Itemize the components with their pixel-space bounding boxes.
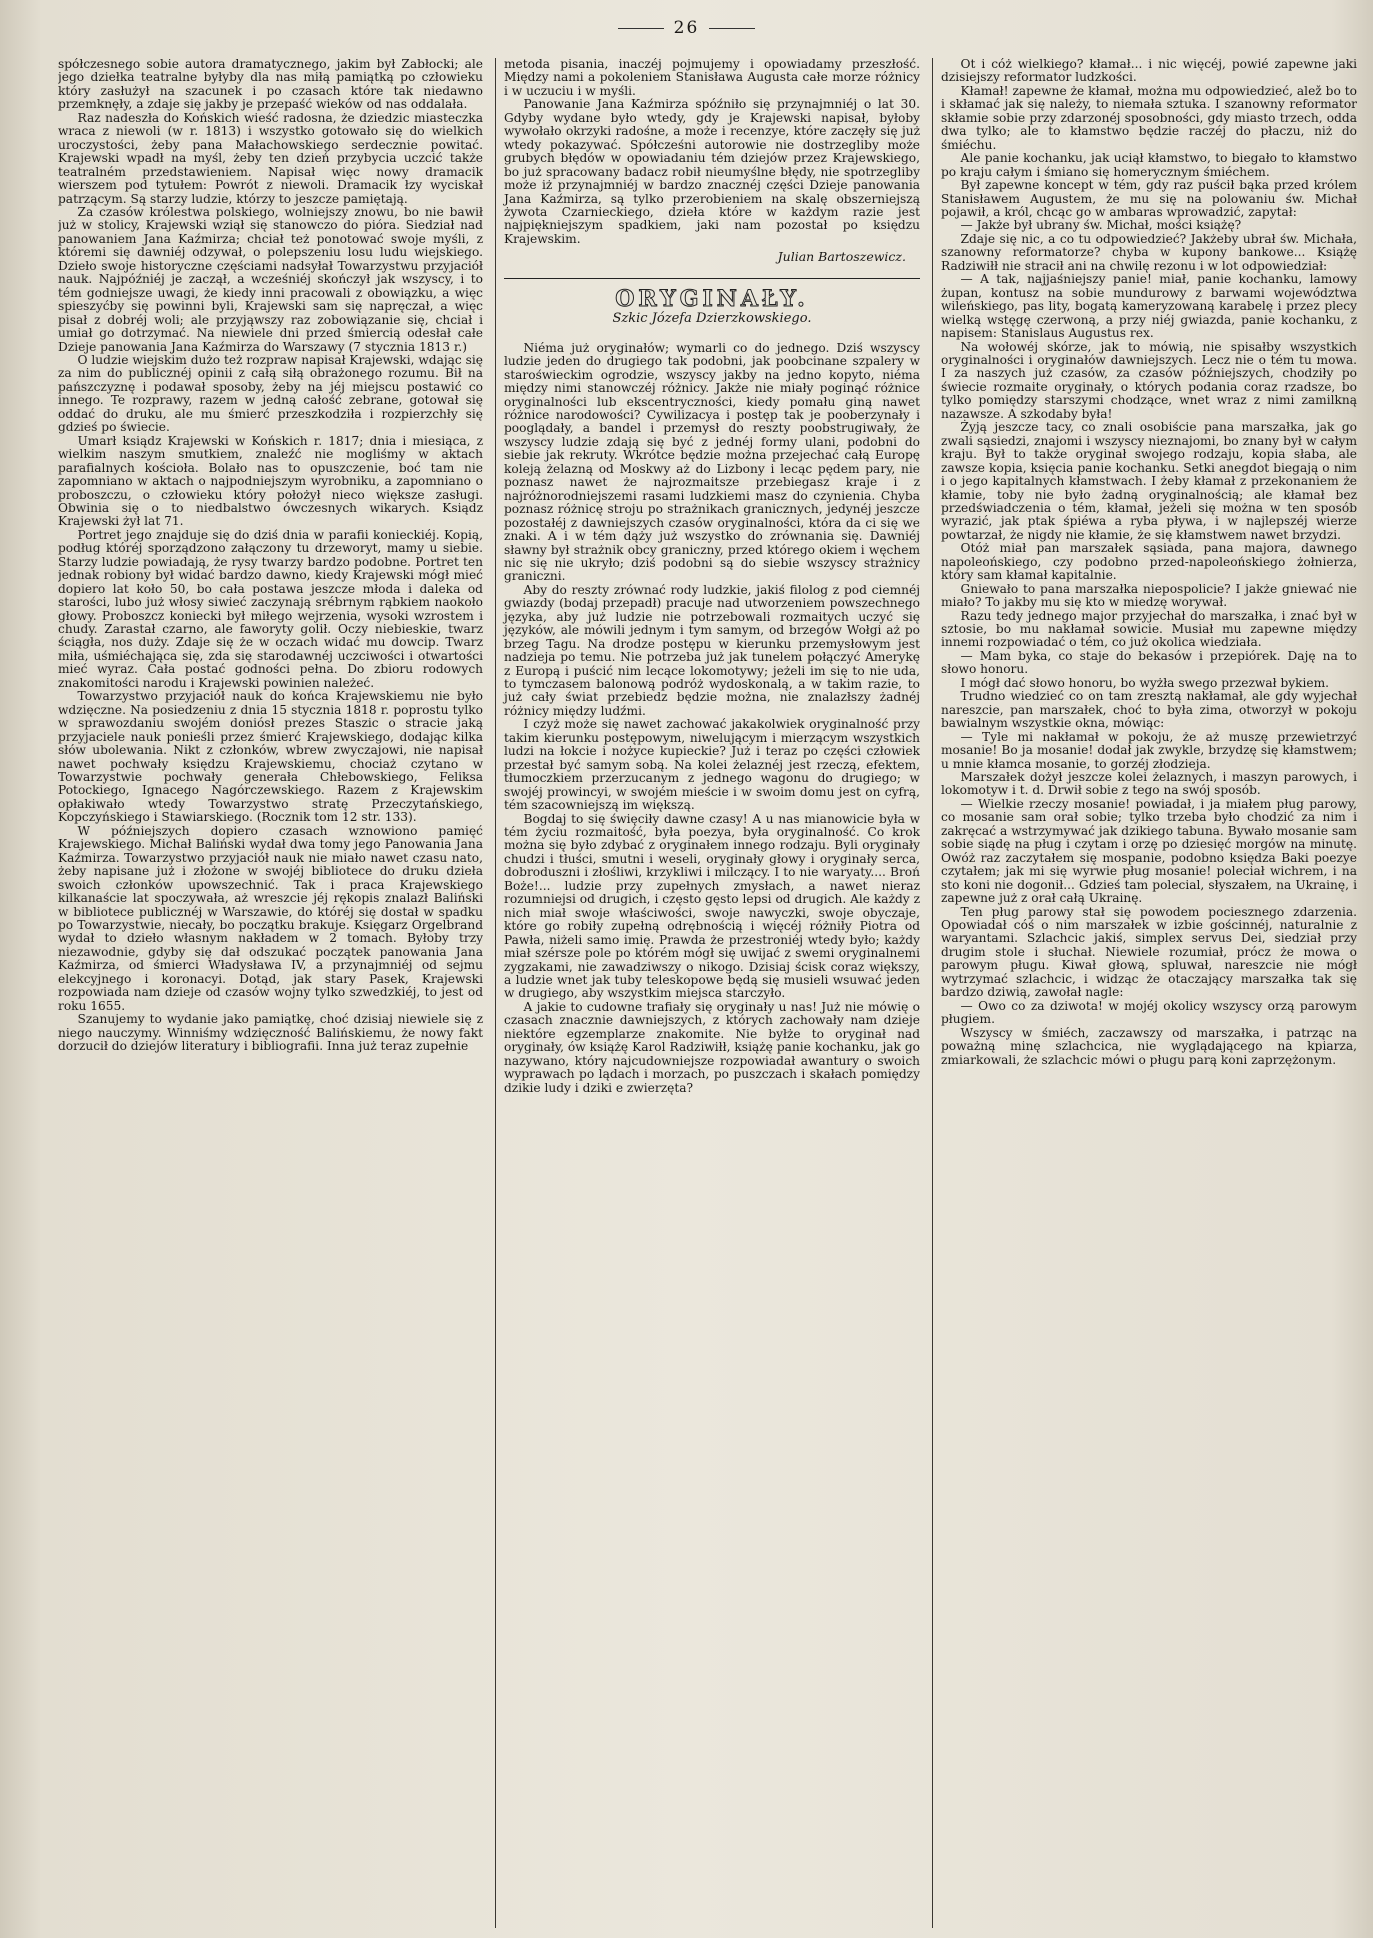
paragraph: — Wielkie rzeczy mosanie! powiadał, i ja miałem pług parowy, co mosanie sam orał sobie; tylko trzeba było chodzić za nim i zakręcać a wstrzymywać jak dzikiego tabuna. Bywało mosanie sam sobie siądę na pług i czytam i orzę po dziesięć morgów na minutę. Owóż raz zaczytałem się mospanie, podobno księdza Baki poezye czytałem; jak mi się wyrwie pług mosanie! poleciał wichrem, i na sto koni nie dogonił... Gdzieś tam polecial, słyszałem, na Ukrainę, i zapewne już z orał całą Ukrainę. — [941, 796, 1357, 906]
paragraph: Zdaje się nic, a co tu odpowiedzieć? Jakżeby ubrał św. Michała, szanowny reformatorze? chyba w kupony bankowe... Książę Radziwiłł nie stracił ani na chwilę rezonu i w lot odpowiedział: — [941, 231, 1357, 273]
paragraph: Za czasów królestwa polskiego, wolniejszy znowu, bo nie bawił już w stolicy, Krajewski wziął się stanowczo do pióra. Siedział nad panowaniem Jana Kaźmirza; chciał też ponotować swoje myśli, z któremi się dawniéj odzywał, o polepszeniu losu ludu wiejskiego. Dzieło swoje historyczne częściami nadsyłał Towarzystwu przyjaciół nauk. Najpóźniéj je zaczął, a wcześniéj skończył jak wszyscy, i to tém godniejsze uwagi, że kiedy inni pracowali z obowiązku, a więc spieszyćby się powinni byli, Krajewski sam się napręczał, a więc pisał z dobréj woli; ale przyjąwszy raz zobowiązanie się, chciał i umiał go dotrzymać. Na niewiele dni przed śmiercią odesłał całe Dzieje panowania Jana Kaźmirza do Warszawy (7 stycznia 1813 r.) — [58, 204, 483, 354]
paragraph: Towarzystwo przyjaciół nauk do końca Krajewskiemu nie było wdzięczne. Na posiedzeniu z dnia 15 stycznia 1818 r. poprostu tylko w sprawozdaniu swojém doniósł prezes Staszic o stracie jaką przyjaciele nauk ponieśli przez śmierć Krajewskiego, dodając kilka słów ubolewania. Nikt z członków, wbrew zwyczajowi, nie napisał nawet pochwały księdzu Krajewskiemu, chociaż czytano w Towarzystwie pochwały generała Chłebowskiego, Feliksa Potockiego, Ignacego Nagórczewskiego. Razem z Krajewskim opłakiwało wtedy Towarzystwo stratę Przeczytańskiego, Kopczyńskiego i Stawiarskiego. (Rocznik tom 12 str. 133). — [58, 689, 483, 825]
paragraph: Marszałek dożył jeszcze kolei żelaznych, i maszyn parowych, i lokomotyw i t. d. Drwił sobie z tego na swój sposób. — [941, 770, 1357, 798]
paragraph: I czyż może się nawet zachować jakakolwiek oryginalność przy takim kierunku postępowym, niwelującym i mierzącym wszystkich ludzi na łokcie i nożyce kupieckie? Już i teraz po części człowiek przestał być samym sobą. Na kolei żelaznéj jest rzeczą, efektem, tłumoczkiem przerzucanym z jednego wagonu do drugiego; w swojéj prowincyi, w swojém mieście i w swoim domu jest on cyfrą, tém szacowniejszą im większą. — [504, 717, 920, 813]
paragraph: Umarł ksiądz Krajewski w Końskich r. 1817; dnia i miesiąca, z wielkim naszym smutkiem, znaleźć nie mogliśmy w aktach parafialnych kościoła. Bolało nas to opuszczenie, boć tam nie zapomniano w aktach o najpodniejszym wyrobniku, a zapomniano o proboszczu, o człowieku który położył nieco większe zasługi. Obwinia się o to niedbalstwo ówczesnych wikarych. Ksiądz Krajewski żył lat 71. — [58, 433, 483, 529]
paragraph: — Mam byka, co staje do bekasów i przepiórek. Daję na to słowo honoru. — [941, 648, 1357, 677]
page-number: 26 — [673, 18, 700, 38]
paragraph: Bogdaj to się święciły dawne czasy! A u nas mianowicie była w tém życiu rozmaitość, była poezya, była oryginalność. Co krok można się było zdybać z oryginałem innego rodzaju. Byli oryginały chudzi i tłuści, smutni i weseli, oryginały głowy i oryginały serca, dobroduszni i złośliwi, krzykliwi i milczący. I to nie waryaty.... Broń Boże!... ludzie przy zupełnych zmysłach, a nawet nieraz rozumniejsi od drugich, i często gęsto lepsi od drugich. Ale każdy z nich miał swoje właściwości, swoje nawyczki, swoje obyczaje, które go robiły zupełną odrębnością i więcéj różniły Piotra od Pawła, niżeli samo imię. Prawda że przestroniéj wtedy było; każdy miał szérsze pole po którém mógł się uwijać z swemi oryginalnemi zygzakami, nie zawadziwszy o nikogo. Dzisiaj ścisk coraz większy, a ludzie wnet jak tuby teleskopowe będą się musieli wsuwać jeden w drugiego, aby wszystkim miejsca starczyło. — [504, 811, 920, 1001]
paragraph: — Tyle mi nakłamał w pokoju, że aż muszę przewietrzyć mosanie! Bo ja mosanie! dodał jak zwykle, brzydzę się kłamstwem; u mnie kłamca mosanie, to gorzéj złodzieja. — [941, 729, 1357, 771]
author-signature: Julian Bartoszewicz. — [777, 249, 906, 265]
paragraph: — A tak, najjaśniejszy panie! miał, panie kochanku, lamowy żupan, kontusz na sobie mundurowy z barwami województwa wileńskiego, pas lity, bogatą kameryzowaną karabelę i przez plecy wielką wstęgę czerwoną, a przy niéj gwiazda, panie kochanku, z napisem: Stanislaus Augustus rex. — [941, 272, 1357, 341]
paragraph: Wszyscy w śmiéch, zaczawszy od marszałka, i patrząc na poważną minę szlachcica, nie wyglądającego na kpiarza, zmiarkowali, że szlachcic mówi o pługu parą koni zaprzężonym. — [941, 1025, 1357, 1067]
column-1 — [58, 58, 483, 1928]
paragraph: spółczesnego sobie autora dramatycznego, jakim był Zabłocki; ale jego dziełka teatralne byłyby dla nas miłą pamiątką po człowieku który zasłużył na szacunek i po czasach które tak niedawno przemknęły, a zdaje się jakby je przepaść wieków od nas oddalała. — [58, 58, 483, 112]
header-rule-right — [709, 28, 755, 29]
paragraph: Panowanie Jana Kaźmirza spóźniło się przynajmniéj o lat 30. Gdyby wydane było wtedy, gdy je Krajewski napisał, byłoby wywołało okrzyki radośne, a może i recenzye, które zaczęły się już wtedy pokazywać. Spółcześni autorowie nie dostrzegliby może grubych błędów w opowiadaniu tém dziejów przez Krajewskiego, bo już spracowany badacz robił nieumyślne błędy, nie spotrzegliby może iż przynajmniéj w bardzo znacznéj części Dzieje panowania Jana Kaźmirza, są tylko przerobieniem na skalę obszerniejszą żywota Czarnieckiego, dzieła które w każdym razie jest najpiękniejszym spadkiem, jaki nam pozostał po księdzu Krajewskim. — [504, 97, 920, 246]
section-subtitle: Szkic Józefa Dzierzkowskiego. — [612, 311, 812, 327]
paragraph: Ot i cóż wielkiego? kłamał... i nic więcéj, powié zapewne jaki dzisiejszy reformator ludzkości. — [941, 58, 1357, 85]
paragraph: Otóż miał pan marszałek sąsiada, pana majora, dawnego napoleońskiego, czy podobno przed-napoleońskiego żołnierza, który sam kłamał kapitalnie. — [941, 541, 1357, 583]
paragraph: — Jakże był ubrany św. Michał, mości książę? — [960, 218, 1242, 233]
paragraph: Trudno wiedzieć co on tam zresztą nakłamał, ale gdy wyjechał nareszcie, pan marszałek, choć to była zima, otworzył w pokoju bawialnym wszystkie okna, mówiąc: — [941, 689, 1357, 731]
paragraph: Razu tedy jednego major przyjechał do marszałka, i znać był w sztosie, bo mu nakłamał sowicie. Musiał mu zapewne między innemi rozpowiadać o tém, co już okolica wiedziała. — [941, 608, 1357, 650]
paragraph: I mógł dać słowo honoru, bo wyżła swego przezwał bykiem. — [960, 675, 1330, 690]
paragraph: Na wołowéj skórze, jak to mówią, nie spisałby wszystkich oryginalności i oryginałów dawniejszych. Lecz nie o tém tu mowa. I za naszych już czasów, za czasów późniejszych, chodziły po świecie rozmaite oryginały, o których podania coraz rzadsze, bo tylko pomiędzy starszymi chodzące, wnet wraz z nimi zamilkną nazawsze. A szkodaby była! — [941, 339, 1357, 421]
paragraph: Kłamał! zapewne że kłamał, można mu odpowiedzieć, alež bo to i skłamać jak się należy, to niemała sztuka. I szanowny reformator skłamie sobie przy zdarzonéj sposobności, gdy miasto trzech, odda dwa tylko; ale to kłamstwo będzie raczéj do płaczu, niż do śmiéchu. — [941, 83, 1357, 152]
column-2 — [495, 58, 920, 1928]
paragraph: Raz nadeszła do Końskich wieść radosna, że dziedzic miasteczka wraca z niewoli (w r. 1813) i wszystko gotowało się do wielkich uroczystości, żeby pana Małachowskiego serdecznie powitać. Krajewski wpadł na myśl, żeby ten dzień przybycia uczcić także teatralném przedstawieniem. Napisał więc nowy dramacik wierszem pod tytułem: Powrót z niewoli. Dramacik łzy wyciskał patrzącym. Są starzy ludzie, którzy to jeszcze pamiętają. — [58, 110, 483, 206]
text-columns — [58, 58, 1357, 1928]
section-divider — [504, 278, 920, 279]
header-rule-left — [618, 28, 664, 29]
paragraph: Szanujemy to wydanie jako pamiątkę, choć dzisiaj niewiele się z niego nauczymy. Winniśmy wdzięczność Balińskiemu, że nowy fakt dorzucił do dziejów literatury i bibliografii. Inna już teraz zupełnie — [58, 1012, 483, 1054]
section-title: ORYGINAŁY. — [615, 285, 809, 312]
paragraph: metoda pisania, inaczéj pojmujemy i opowiadamy przeszłość. Między nami a pokoleniem Stanisława Augusta całe morze różnicy i w uczuciu i w myśli. — [504, 58, 920, 98]
paragraph: Niéma już oryginałów; wymarli co do jednego. Dziś wszyscy ludzie jeden do drugiego tak podobni, jak poobcinane szpalery w staroświeckim ogrodzie, wszyscy jakby na jedno kopyto, niéma między nimi stanowczéj różnicy. Jakże nie miały poginąć różnice oryginalności lub ekscentryczności, kiedy pomału giną nawet różnice narodowości? Cywilizacya i postęp tak je pooberzynały i pooglądały, a bandel i przemysł do reszty poobstrugiwały, że wszyscy ludzie zdają się być z jednéj formy ulani, podobni do siebie jak rekruty. Wkrótce będzie można przejechać całą Europę koleją żelazną od Moskwy aż do Lizbony i lecąc pędem pary, nie poznasz nawet że najrozmaitsze przebiegasz kraje i z najróżnorodniejszemi rasami ludzkiemi masz do czynienia. Chyba poznasz różnicę stroju po strażnikach granicznych, jedynéj jeszcze pozostałéj z dawniejszych czasów oryginalności, która da ci się we znaki. A i w tém dąży już wszystko do zrównania się. Dawniéj sławny był strażnik obcy graniczny, przed którego okiem i węchem nic się nie ukryło; dziś podobni są do siebie wszyscy strażnicy graniczni. — [504, 340, 920, 584]
paragraph: W późniejszych dopiero czasach wznowiono pamięć Krajewskiego. Michał Baliński wydał dwa tomy jego Panowania Jana Kaźmirza. Towarzystwo przyjaciół nauk nie miało nawet czasu nato, żeby napisane już i złożone w swojéj bibliotece do druku dzieła swoich członków upowszechnić. Tak i praca Krajewskiego kilkanaście lat spoczywała, aż wreszcie jéj rękopis znalazł Baliński w bibliotece publicznéj w Warszawie, do któréj się dostał w spadku po Towarzystwie, niecały, bo początku brakuje. Księgarz Orgelbrand wydał to dzieło własnym nakładem w 2 tomach. Byłoby trzy niezawodnie, gdyby się dał odszukać początek panowania Jana Kaźmirza, od śmierci Władysława IV, a przynajmniéj od sejmu elekcyjnego i koronacyi. Dotąd, jak stary Pasek, Krajewski rozpowiada nam dzieje od czasów wojny tylko szwedzkiéj, to jest od roku 1655. — [58, 823, 483, 1013]
column-3 — [932, 58, 1357, 1928]
paragraph: Żyją jeszcze tacy, co znali osobiście pana marszałka, jak go zwali sąsiedzi, znajomi i wszyscy nieznajomi, bo znany był w całym kraju. Był to także oryginał swojego rodzaju, kopia słaba, ale zawsze kopia, księcia panie kochanku. Setki anegdot biegają o nim i o jego kapitalnych kłamstwach. I żeby kłamał z przekonaniem że kłamie, toby nie było żadną oryginalnością; ale kłamał bez przedświadczenia o tém, kłamał, jeżeli się można w ten sposób wyrazić, jak ptak śpiéwa a ryba pływa, i w najlepszéj wierze powtarzał, że nigdy nie kłamie, że się kłamstwem nawet brzydzi. — [941, 420, 1357, 542]
paragraph: O ludzie wiejskim dużo też rozpraw napisał Krajewski, wdając się za nim do publicznéj opinii z całą siłą obrażonego rozumu. Bił na pańszczyznę i podawał sposoby, żeby na jéj miejscu postawić co innego. Te rozprawy, razem w jedną całość zebrane, gotował się oddać do druku, ale mu śmierć przeszkodziła i rozpierzchły się gdzieś po świecie. — [58, 352, 483, 435]
paragraph: A jakie to cudowne trafiały się oryginały u nas! Już nie mówię o czasach znacznie dawniejszych, z których zachowały nam dzieje niektóre egzemplarze znakomite. Nie byłże to oryginał nad oryginały, ów książę Karol Radziwiłł, książę panie kochanku, jak go nazywano, który najcudowniejsze rozpowiadał awantury o swoich wyprawach po lądach i morzach, po puszczach i skałach pomiędzy dzikie ludy i dziki e zwierzęta? — [504, 999, 920, 1095]
paragraph: Był zapewne koncept w tém, gdy raz puścił bąka przed królem Stanisławem Augustem, że mu się na polowaniu św. Michał pojawił, a król, chcąc go w ambaras wprowadzić, zapytał: — [941, 178, 1357, 219]
paragraph: Aby do reszty zrównać rody ludzkie, jakiś filolog z pod ciemnéj gwiazdy (bodaj przepadł) pracuje nad utworzeniem powszechnego języka, aby już ludzie nie potrzebowali rozmaitych uczyć się języków, ale mówili jednym i tym samym, od brzegów Wołgi aż po brzeg Tagu. Na drodze postępu w kierunku przemysłowym jest nadzieja po temu. Nie potrzeba już jak tunelem połączyć Amerykę z Europą i puścić nim lecące lokomotywy; jeżeli im się to nie uda, to tymczasem balonową podróż wydoskonalą, a w takim razie, to już cały świat przebiedz będzie można, nie znalazłszy żadnéj różnicy między ludźmi. — [504, 582, 920, 718]
page-header — [0, 18, 1373, 38]
paragraph: Gniewało to pana marszałka niepospolicie? I jakże gniewać nie miało? To jakby mu się kto w miedzę worywał. — [941, 581, 1357, 610]
paragraph: Ten pług parowy stał się powodem pociesznego zdarzenia. Opowiadał cóś o nim marszałek w izbie gościnnéj, naturalnie z waryantami. Szlachcic jakiś, simplex servus Dei, siedział przy drugim stole i słuchał. Niewiele rozumiał, prócz że mowa o parowym pługu. Kiwał głową, spluwał, nareszcie nie mógł wytrzymać szlachcic, i widząc że otaczający marszałka tak się bardzo dziwią, zawołał nagle: — [941, 904, 1357, 1000]
paragraph: — Owo co za dziwota! w mojéj okolicy wszyscy orzą parowym pługiem. — [941, 998, 1357, 1027]
paragraph: Ale panie kochanku, jak uciął kłamstwo, to biegało to kłamstwo po kraju całym i śmiano się homerycznym śmiéchem. — [941, 151, 1357, 179]
paragraph: Portret jego znajduje się do dziś dnia w parafii konieckiéj. Kopią, podług któréj sporządzono załączony tu drzeworyt, mamy u siebie. Starzy ludzie powiadają, że rysy twarzy bardzo podobne. Portret ten jednak robiony był widać bardzo dawno, kiedy Krajewski mógł mieć dopiero lat koło 50, bo cała postawa jeszcze młoda i daleka od starości, lubo już włosy siwieć zaczynają srébrnym rąbkiem naokoło głowy. Proboszcz koniecki był miłego wejrzenia, wysoki wzrostem i chudy. Zarastał czarno, ale faworyty golił. Oczy niebieskie, twarz ściągła, nos duży. Zdaje się że w oczach widać mu dowcip. Twarz miła, uśmiéchająca się, zda się starodawnéj uczciwości i otwartości mieć wyraz. Cała postać godności pełna. Do zbioru rodowych znakomitości narodu i Krajewski powinien należeć. — [58, 527, 483, 690]
